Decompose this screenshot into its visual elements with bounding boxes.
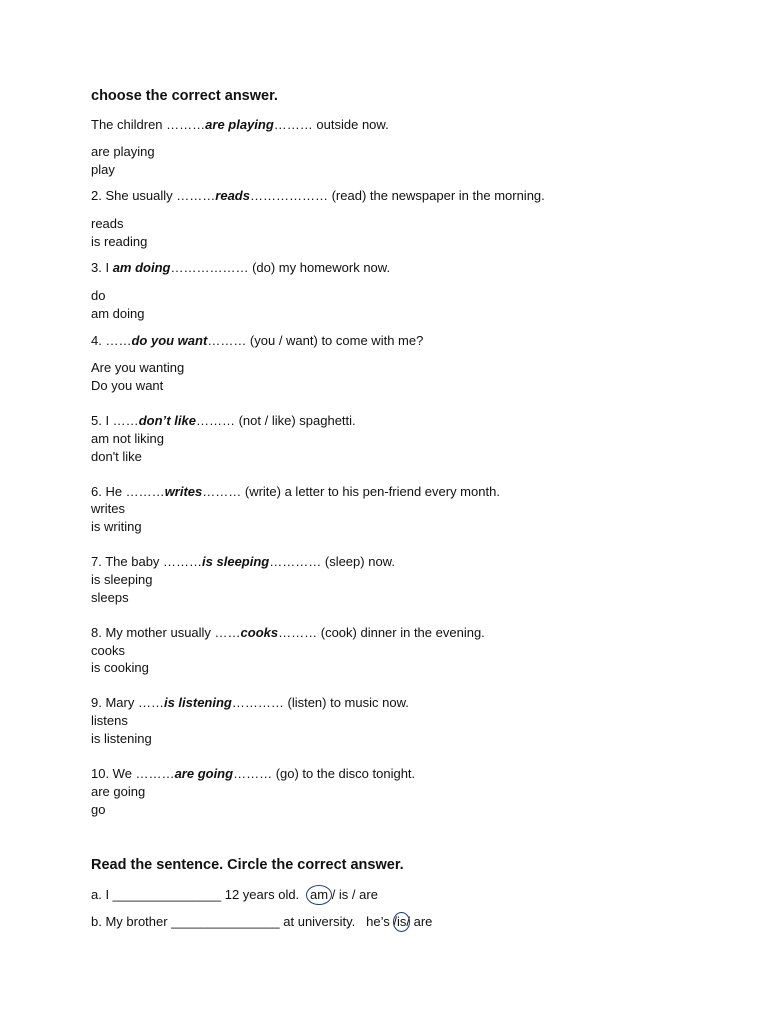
question-4: 4. ……do you want……… (you / want) to come with me? [91,333,424,348]
filled-answer: is sleeping [202,554,270,569]
option: am doing [91,306,145,321]
filled-answer: writes [164,484,203,499]
option: Do you want [91,378,164,393]
option: reads [91,216,124,231]
question-6: 6. He ………writes……… (write) a letter to his pen-friend every month. [91,484,500,499]
option: cooks [91,643,125,658]
option: don't like [91,449,142,464]
circled-choice: is [396,914,407,929]
option: am not liking [91,431,164,446]
filled-answer: am doing [112,260,171,275]
option: sleeps [91,590,129,605]
circle-item-a: a. I _______________ 12 years old. am / is / are [91,887,378,902]
option: are playing [91,144,155,159]
option: is cooking [91,660,149,675]
option: do [91,288,106,303]
question-2: 2. She usually ………reads……………… (read) the newspaper in the morning. [91,188,545,203]
option: listens [91,713,128,728]
option: is sleeping [91,572,153,587]
filled-answer: is listening [163,695,232,710]
filled-answer: do you want [131,333,208,348]
section-heading: Read the sentence. Circle the correct answer. [91,857,404,873]
filled-answer: are going [174,766,234,781]
section-heading: choose the correct answer. [91,88,278,104]
question-9: 9. Mary ……is listening………… (listen) to music now. [91,695,409,710]
circled-choice: am [310,887,329,902]
filled-answer: cooks [240,625,279,640]
circle-item-b: b. My brother _______________ at university. he’s /is/ are [91,914,433,929]
question-3: 3. I am doing……………… (do) my homework now. [91,260,391,275]
filled-answer: don’t like [138,413,196,428]
option: Are you wanting [91,360,185,375]
filled-answer: reads [215,188,250,203]
option: is writing [91,519,142,534]
question-1: The children ………are playing……… outside now. [91,117,389,132]
filled-answer: are playing [205,117,274,132]
option: are going [91,784,146,799]
question-5: 5. I ……don’t like……… (not / like) spaghetti. [91,413,356,428]
option: is listening [91,731,152,746]
question-8: 8. My mother usually ……cooks……… (cook) dinner in the evening. [91,625,485,640]
option: is reading [91,234,148,249]
question-7: 7. The baby ………is sleeping………… (sleep) now. [91,554,395,569]
option: writes [91,501,125,516]
option: play [91,162,115,177]
option: go [91,802,106,817]
question-10: 10. We ………are going……… (go) to the disco tonight. [91,766,416,781]
